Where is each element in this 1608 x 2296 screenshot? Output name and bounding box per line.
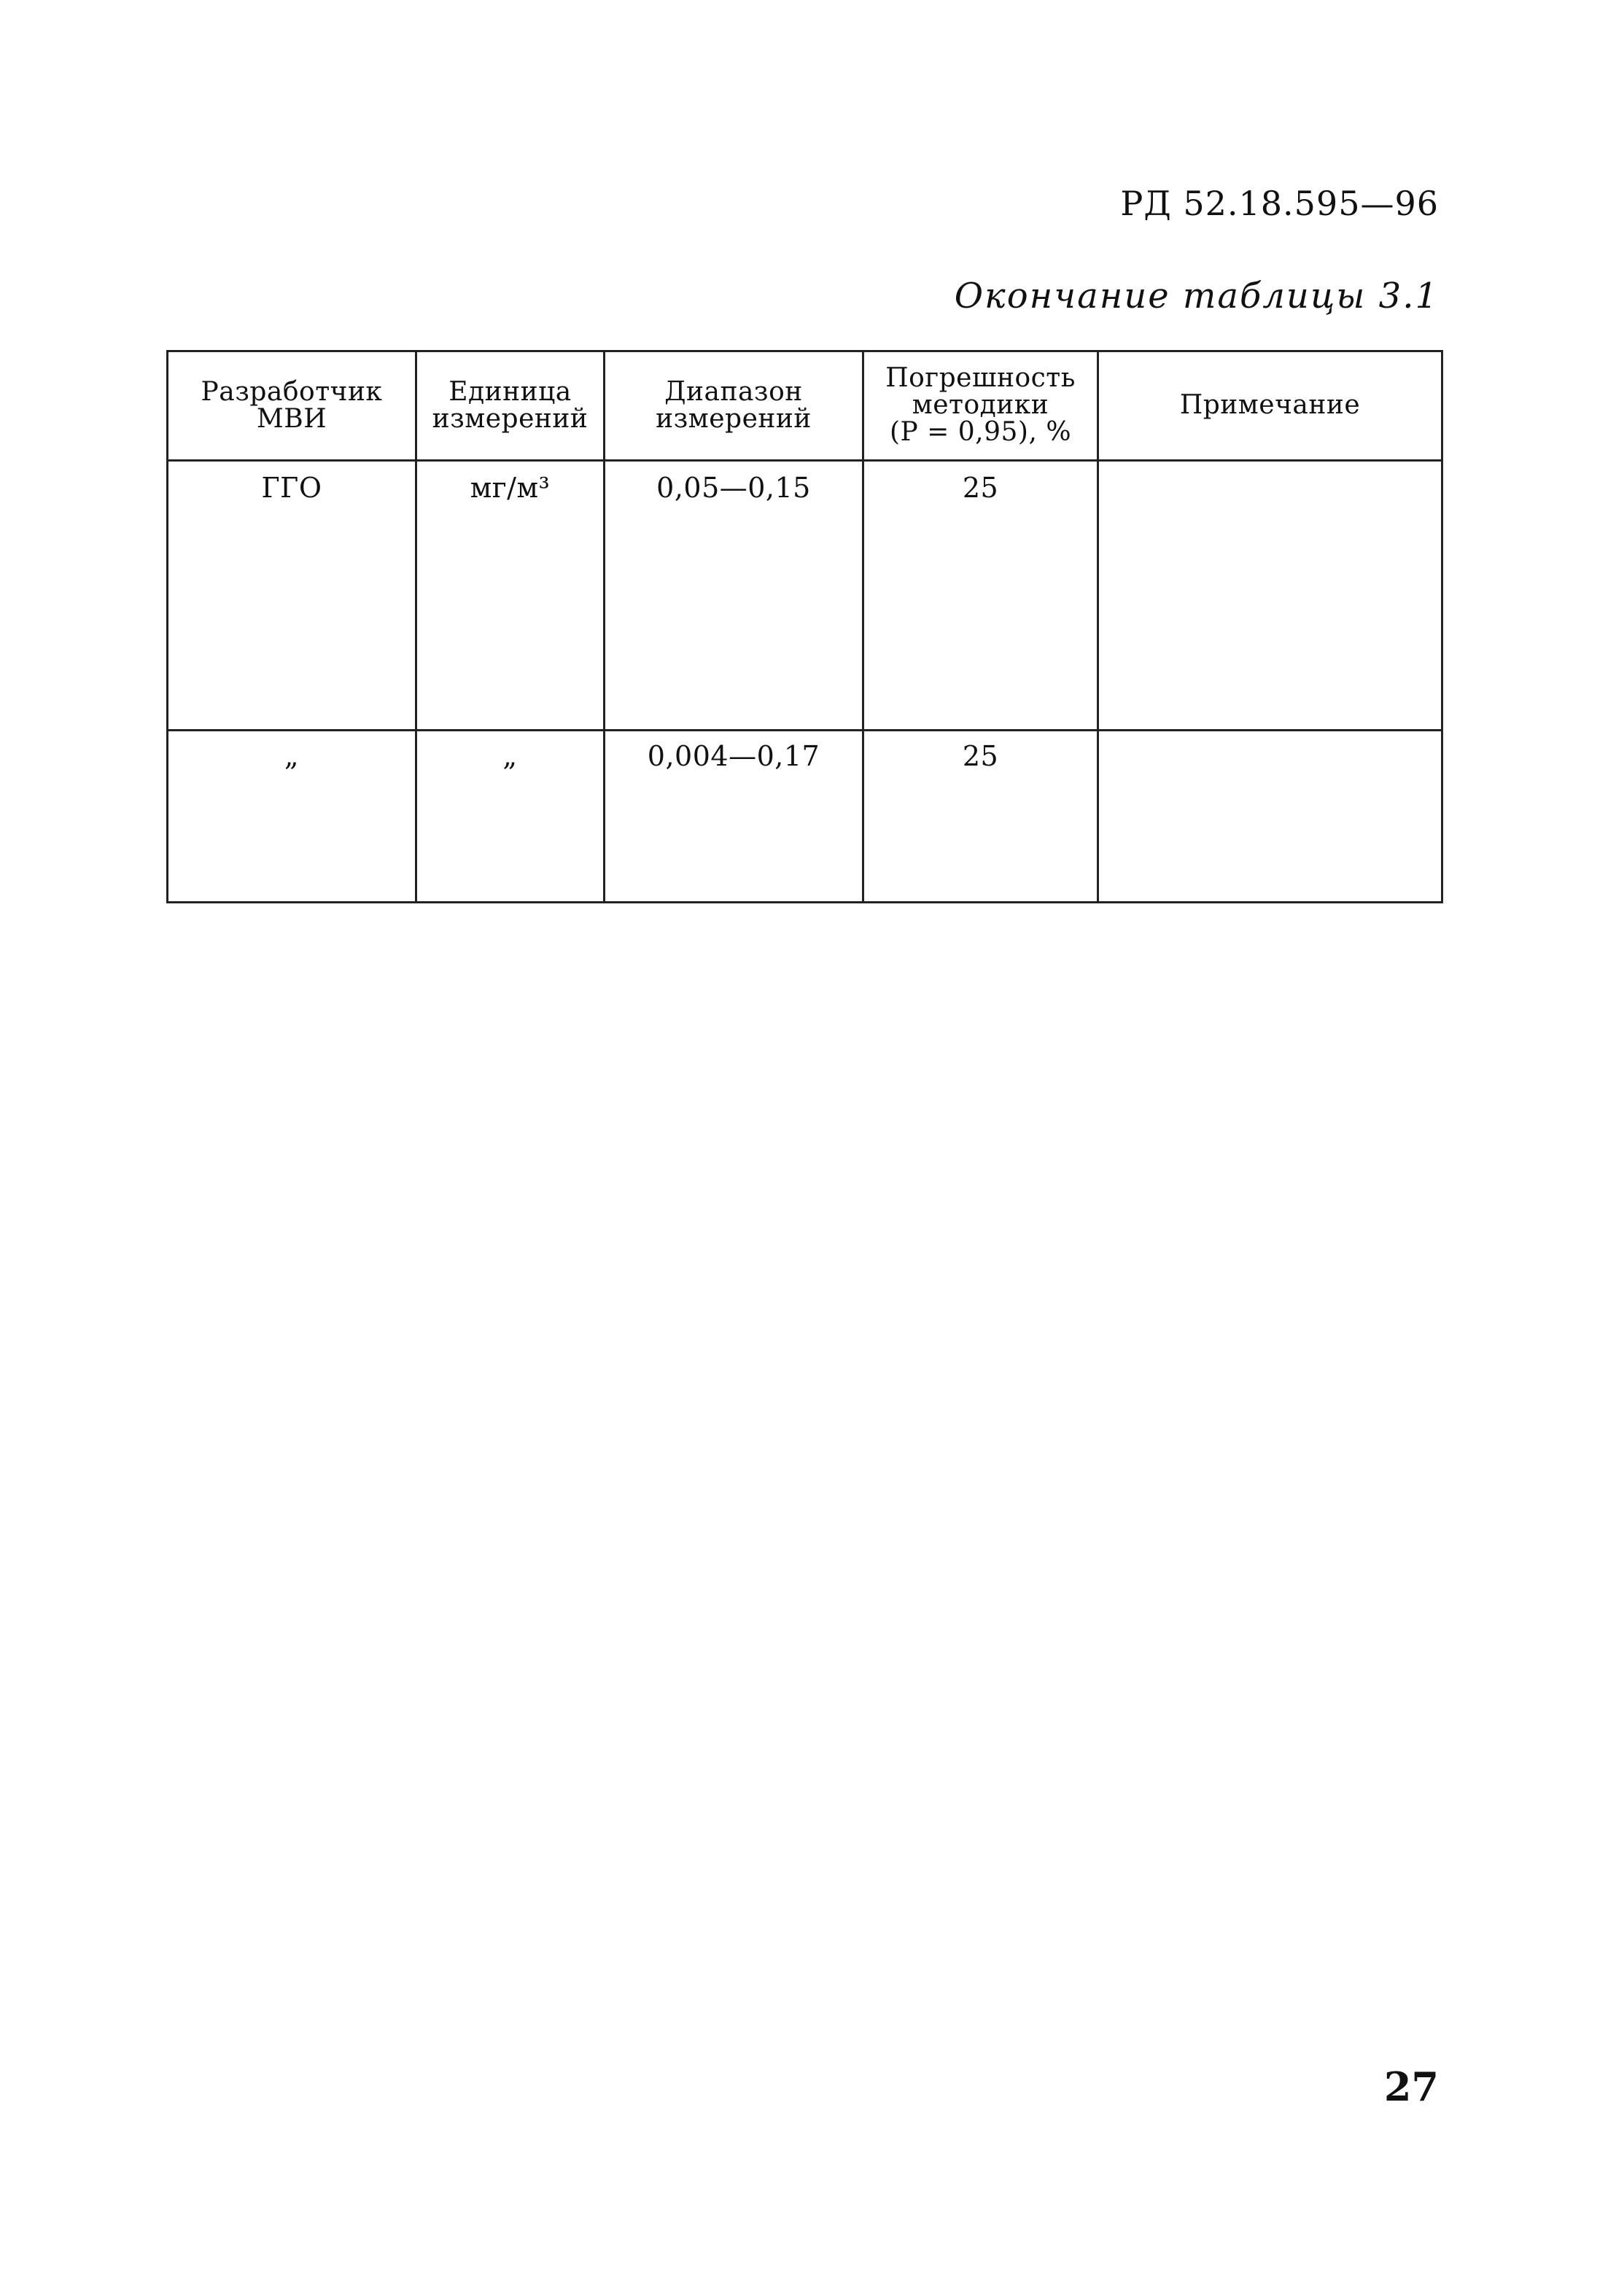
- header-text: (P = 0,95), %: [889, 416, 1072, 447]
- header-text: измерений: [656, 403, 812, 434]
- header-text: Разработчик: [201, 376, 383, 407]
- header-text: измерений: [432, 403, 589, 434]
- cell-error: 25: [863, 461, 1098, 731]
- header-text: Единица: [448, 376, 572, 407]
- header-developer: [168, 351, 416, 461]
- cell-note: [1098, 731, 1442, 903]
- table-row: [168, 461, 1442, 731]
- document-code: РД 52.18.595—96: [1120, 184, 1439, 223]
- cell-developer: „: [168, 731, 416, 903]
- page-number: 27: [1383, 2063, 1439, 2110]
- table-body: [168, 461, 1442, 903]
- header-error: [863, 351, 1098, 461]
- header-row: [168, 351, 1442, 461]
- cell-error: 25: [863, 731, 1098, 903]
- data-table: [166, 350, 1443, 903]
- header-unit: [416, 351, 605, 461]
- table-header: [168, 351, 1442, 461]
- header-text: Диапазон: [664, 376, 803, 407]
- table-row: [168, 731, 1442, 903]
- header-range: [605, 351, 863, 461]
- cell-range: 0,05—0,15: [605, 461, 863, 731]
- cell-unit: мг/м³: [416, 461, 605, 731]
- cell-developer: ГГО: [168, 461, 416, 731]
- header-text: МВИ: [256, 403, 327, 434]
- header-text: Примечание: [1179, 390, 1361, 421]
- header-text: методики: [912, 390, 1049, 421]
- cell-unit: „: [416, 731, 605, 903]
- table-caption: Окончание таблицы 3.1: [954, 276, 1439, 316]
- cell-note: [1098, 461, 1442, 731]
- header-note: [1098, 351, 1442, 461]
- cell-range: 0,004—0,17: [605, 731, 863, 903]
- header-text: Погрешность: [885, 363, 1076, 394]
